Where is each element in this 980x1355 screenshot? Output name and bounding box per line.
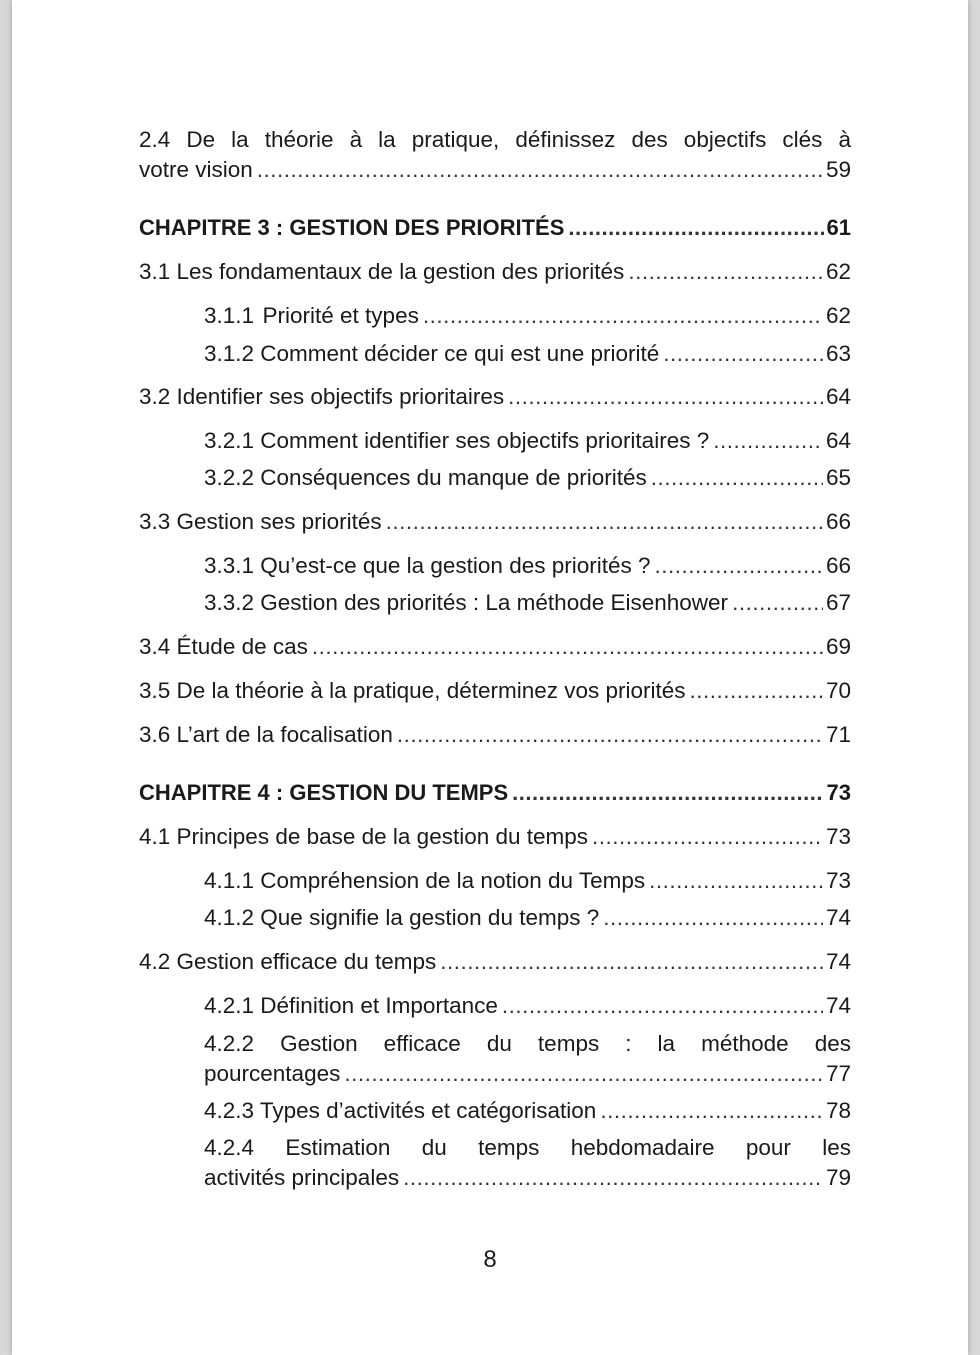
toc-entry-title: 4.2.3 Types d’activités et catégorisation — [204, 1098, 597, 1123]
toc-page-number: 62 — [825, 259, 851, 284]
toc-page-number: 77 — [825, 1061, 851, 1086]
dot-leader — [386, 507, 823, 537]
dot-leader — [713, 426, 823, 456]
dot-leader — [600, 1096, 823, 1126]
toc-entry-title: 4.1 Principes de base de la gestion du temps — [139, 824, 589, 849]
dot-leader — [344, 1059, 823, 1089]
toc-entry-title: CHAPITRE 3 : GESTION DES PRIORITÉS — [139, 215, 565, 240]
toc-entry-title: votre vision — [139, 157, 253, 182]
dot-leader — [512, 778, 823, 808]
toc-entry-2-4[interactable] — [139, 125, 851, 185]
toc-entry-title: 3.1 Les fondamentaux de la gestion des priorités — [139, 259, 625, 284]
dot-leader — [690, 676, 823, 706]
dot-leader — [655, 551, 823, 581]
toc-entry-4-2[interactable] — [139, 947, 851, 977]
toc-page-number: 78 — [825, 1098, 851, 1123]
toc-entry-3-3-2[interactable] — [204, 588, 851, 618]
toc-entry-4-1[interactable] — [139, 822, 851, 852]
toc-entry-3-6[interactable] — [139, 720, 851, 750]
toc-page-number: 71 — [825, 722, 851, 747]
toc-entry-title: 3.5 De la théorie à la pratique, déterminez vos priorités — [139, 678, 686, 703]
page-number: 8 — [483, 1246, 497, 1273]
toc-page-number: 79 — [825, 1165, 851, 1190]
toc-entry-3-3-1[interactable] — [204, 551, 851, 581]
toc-page-number: 74 — [825, 905, 851, 930]
toc-page-number: 64 — [825, 428, 851, 453]
toc-entry-4-1-2[interactable] — [204, 903, 851, 933]
dot-leader — [603, 903, 823, 933]
dot-leader — [568, 213, 823, 243]
dot-leader — [732, 588, 823, 618]
toc-entry-title: 3.3.2 Gestion des priorités : La méthode Eisenhower — [204, 590, 729, 615]
toc-page-number: 73 — [825, 824, 851, 849]
toc-chapter-3[interactable] — [139, 213, 851, 243]
toc-page-number: 63 — [825, 341, 851, 366]
dot-leader — [663, 339, 823, 369]
toc-entry-3-2-1[interactable] — [204, 426, 851, 456]
toc-entry-3-1-1[interactable] — [204, 301, 851, 331]
toc-entry-title: 4.2 Gestion efficace du temps — [139, 949, 437, 974]
toc-entry-title: CHAPITRE 4 : GESTION DU TEMPS — [139, 780, 509, 805]
toc-entry-3-2-2[interactable] — [204, 463, 851, 493]
toc-page-number: 64 — [825, 384, 851, 409]
toc-page-number: 59 — [825, 157, 851, 182]
dot-leader — [592, 822, 823, 852]
toc-entry-title: 3.6 L’art de la focalisation — [139, 722, 393, 747]
toc-entry-title: 3.2.2 Conséquences du manque de priorités — [204, 465, 647, 490]
toc-entry-4-1-1[interactable] — [204, 866, 851, 896]
toc-page-number: 74 — [825, 993, 851, 1018]
toc-entry-title-line: 2.4 De la théorie à la pratique, définissez des objectifs clés à — [139, 127, 851, 152]
toc-entry-title: 3.3 Gestion ses priorités — [139, 509, 382, 534]
toc-entry-title: 4.1.2 Que signifie la gestion du temps ? — [204, 905, 600, 930]
toc-entry-3-1-2[interactable] — [204, 339, 851, 369]
toc-page-number: 67 — [825, 590, 851, 615]
toc-page-number: 65 — [825, 465, 851, 490]
toc-page-number: 66 — [825, 509, 851, 534]
toc-entry-title: 3.2 Identifier ses objectifs prioritaires — [139, 384, 505, 409]
toc-page-number: 61 — [826, 215, 851, 240]
toc-entry-title-line: 4.2.4 Estimation du temps hebdomadaire pour les — [204, 1135, 851, 1160]
toc-entry-title: 4.2.1 Définition et Importance — [204, 993, 498, 1018]
toc-entry-title: 3.1.2 Comment décider ce qui est une priorité — [204, 341, 660, 366]
toc-page-number: 70 — [825, 678, 851, 703]
toc-entry-3-1[interactable] — [139, 257, 851, 287]
toc-entry-4-2-3[interactable] — [204, 1096, 851, 1126]
dot-leader — [628, 257, 823, 287]
dot-leader — [312, 632, 823, 662]
toc-entry-title: 3.2.1 Comment identifier ses objectifs prioritaires ? — [204, 428, 710, 453]
dot-leader — [440, 947, 823, 977]
dot-leader — [649, 866, 823, 896]
toc-page-number: 73 — [825, 868, 851, 893]
toc-entry-title: 3.4 Étude de cas — [139, 634, 308, 659]
toc-entry-title-line: 4.2.2 Gestion efficace du temps : la méthode des — [204, 1031, 851, 1056]
toc-entry-4-2-4[interactable] — [204, 1133, 851, 1193]
toc-entry-title: 3.3.1 Qu’est-ce que la gestion des priorités ? — [204, 553, 651, 578]
toc-entry-4-2-1[interactable] — [204, 991, 851, 1021]
toc-entry-title: Priorité et types — [262, 303, 419, 328]
toc-page-number: 69 — [825, 634, 851, 659]
toc-chapter-4[interactable] — [139, 778, 851, 808]
dot-leader — [502, 991, 823, 1021]
toc-page-number: 62 — [825, 303, 851, 328]
dot-leader — [257, 155, 823, 185]
toc-entry-3-2[interactable] — [139, 382, 851, 412]
document-page — [12, 0, 968, 1355]
toc-entry-title: 4.1.1 Compréhension de la notion du Temps — [204, 868, 646, 893]
toc-page-number: 66 — [825, 553, 851, 578]
toc-entry-title: activités principales — [204, 1165, 400, 1190]
toc-page-number: 73 — [826, 780, 851, 805]
dot-leader — [397, 720, 823, 750]
dot-leader — [403, 1163, 823, 1193]
dot-leader — [508, 382, 823, 412]
dot-leader — [651, 463, 823, 493]
toc-page-number: 74 — [825, 949, 851, 974]
toc-entry-4-2-2[interactable] — [204, 1029, 851, 1089]
toc-entry-number: 3.1.1 — [204, 303, 255, 328]
toc-entry-3-5[interactable] — [139, 676, 851, 706]
toc-entry-title: pourcentages — [204, 1061, 341, 1086]
toc-entry-3-3[interactable] — [139, 507, 851, 537]
dot-leader — [423, 301, 823, 331]
toc-entry-3-4[interactable] — [139, 632, 851, 662]
